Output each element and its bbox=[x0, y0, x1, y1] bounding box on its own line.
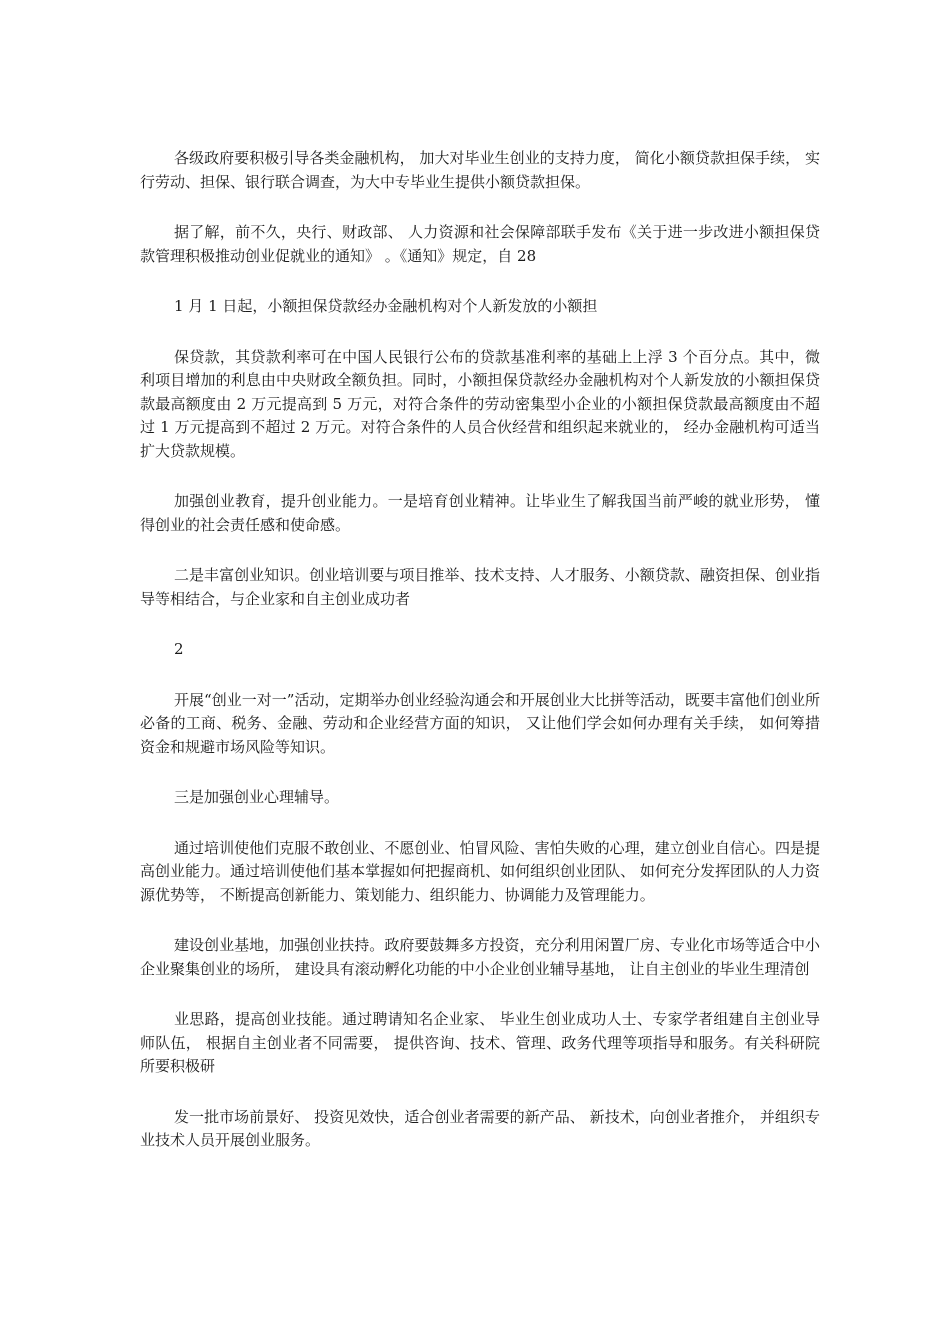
paragraph-new-products: 发一批市场前景好、 投资见效快，适合创业者需要的新产品、 新技术，向创业者推介， 并组织专业技术人员开展创业服务。 bbox=[140, 1107, 820, 1149]
paragraph-financial-support: 各级政府要积极引导各类金融机构， 加大对毕业生创业的支持力度， 简化小额贷款担保手续， 实行劳动、担保、银行联合调查，为大中专毕业生提供小额贷款担保。 bbox=[140, 149, 820, 191]
paragraph-entrepreneurship-education: 加强创业教育，提升创业能力。一是培育创业精神。让毕业生了解我国当前严峻的就业形势， 懂得创业的社会责任感和使命感。 bbox=[140, 492, 820, 534]
paragraph-one-on-one-activity: 开展“创业一对一”活动，定期举办创业经验沟通会和开展创业大比拼等活动，既要丰富他们创业所必备的工商、税务、金融、劳动和企业经营方面的知识， 又让他们学会如何办理有关手续， 如何筹措资金和规避市场风险等知识。 bbox=[140, 690, 820, 756]
paragraph-effective-date: 1 月 1 日起，小额担保贷款经办金融机构对个人新发放的小额担 bbox=[174, 297, 598, 315]
paragraph-incubation-base: 建设创业基地，加强创业扶持。政府要鼓舞多方投资，充分利用闲置厂房、专业化市场等适合中小企业聚集创业的场所， 建设具有滚动孵化功能的中小企业创业辅导基地， 让自主创业的毕业生理清创 bbox=[140, 936, 820, 978]
paragraph-notice-release: 据了解，前不久，央行、财政部、 人力资源和社会保障部联手发布《关于进一步改进小额担保贷款管理积极推动创业促就业的通知》 。《通知》规定，自 28 bbox=[140, 223, 820, 265]
paragraph-mentor-team: 业思路，提高创业技能。通过聘请知名企业家、 毕业生创业成功人士、专家学者组建自主创业导师队伍， 根据自主创业者不同需要， 提供咨询、技术、管理、政务代理等项指导和服务。有关科研院所要积极研 bbox=[140, 1010, 820, 1075]
paragraph-psychological-guidance: 三是加强创业心理辅导。 bbox=[174, 788, 340, 806]
page-number: 2 bbox=[174, 640, 184, 658]
document-body bbox=[140, 147, 820, 1180]
paragraph-entrepreneurship-knowledge: 二是丰富创业知识。创业培训要与项目推举、技术支持、人才服务、小额贷款、融资担保、创业指导等相结合，与企业家和自主创业成功者 bbox=[140, 566, 820, 608]
paragraph-loan-terms: 保贷款，其贷款利率可在中国人民银行公布的贷款基准利率的基础上上浮 3 个百分点。其中，微利项目增加的利息由中央财政全额负担。同时，小额担保贷款经办金融机构对个人新发放的小额担保贷款最高额度由 2 万元提高到 5 万元，对符合条件的劳动密集型小企业的小额担保贷款最高额度由不超过 1 万元提高到不超过 2 万元。对符合条件的人员合伙经营和组织起来就业的， 经办金融机构可适当扩大贷款规模。 bbox=[140, 347, 820, 460]
paragraph-training-ability: 通过培训使他们克服不敢创业、不愿创业、怕冒风险、害怕失败的心理，建立创业自信心。四是提高创业能力。通过培训使他们基本掌握如何把握商机、如何组织创业团队、 如何充分发挥团队的人力资源优势等， 不断提高创新能力、策划能力、组织能力、协调能力及管理能力。 bbox=[140, 838, 820, 904]
